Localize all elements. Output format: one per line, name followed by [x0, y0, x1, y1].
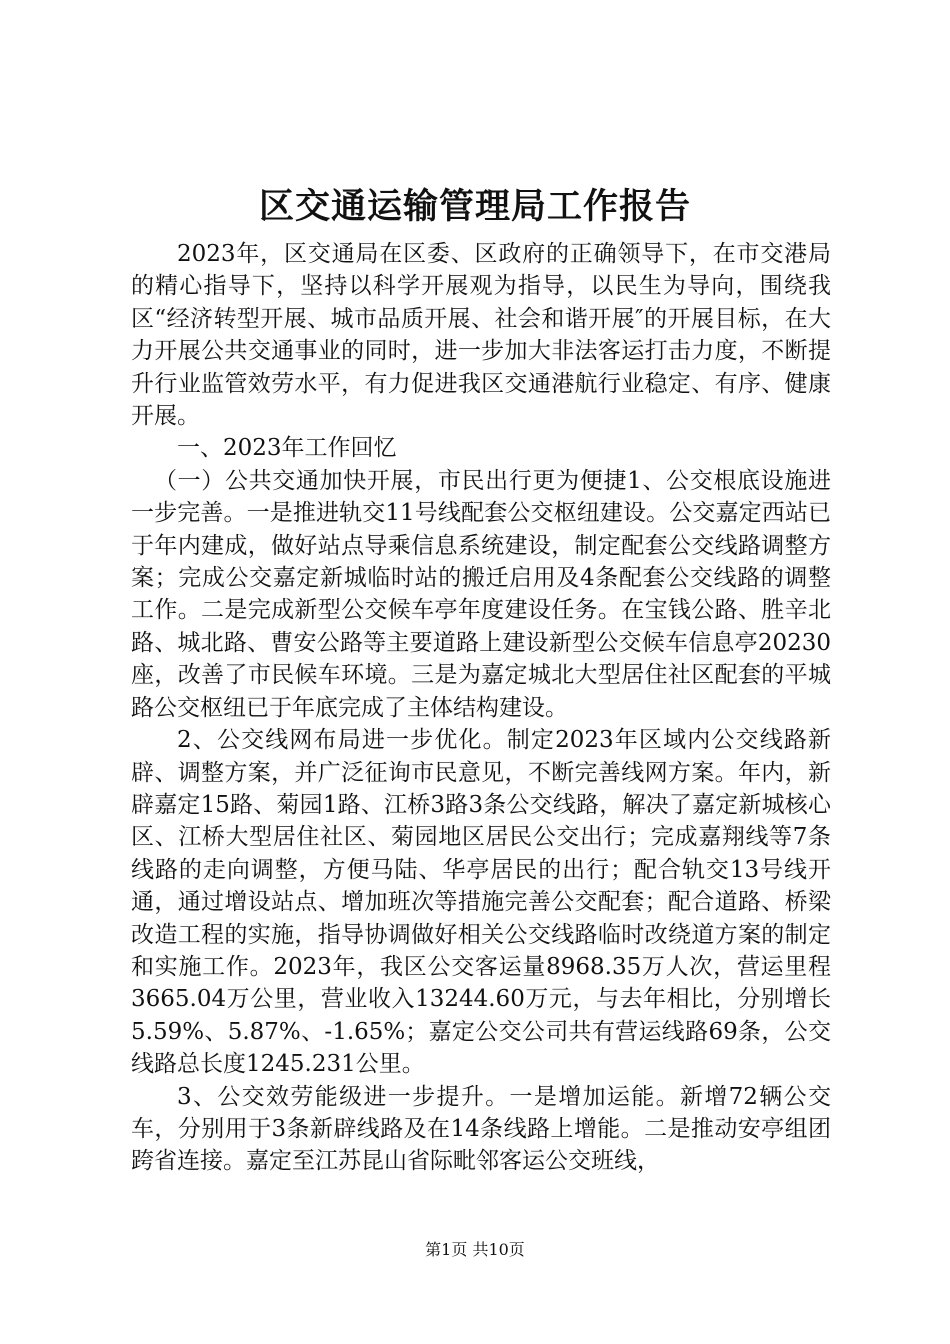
- body-paragraph: （一）公共交通加快开展，市民出行更为便捷1、公交根底设施进一步完善。一是推进轨交11号线配套公交枢纽建设。公交嘉定西站已于年内建成，做好站点导乘信息系统建设，制定配套公交线路调整方案；完成公交嘉定新城临时站的搬迁启用及4条配套公交线路的调整工作。二是完成新型公交候车亭年度建设任务。在宝钱公路、胜辛北路、城北路、曹安公路等主要道路上建设新型公交候车信息亭20230座，改善了市民候车环境。三是为嘉定城北大型居住社区配套的平城路公交枢纽已于年底完成了主体结构建设。: [131, 467, 831, 721]
- page-number: 第1页 共10页: [425, 1240, 525, 1259]
- body-paragraph: 3、公交效劳能级进一步提升。一是增加运能。新增72辆公交车，分别用于3条新辟线路及在14条线路上增能。二是推动安亭组团跨省连接。嘉定至江苏昆山省际毗邻客运公交班线，: [131, 1083, 831, 1175]
- document-title: 区交通运输管理局工作报告: [258, 186, 691, 227]
- document-body: [131, 238, 831, 1178]
- intro-paragraph: 2023年，区交通局在区委、区政府的正确领导下，在市交港局的精心指导下，坚持以科学开展观为指导，以民生为导向，围绕我区“经济转型开展、城市品质开展、社会和谐开展″的开展目标，在大力开展公共交通事业的同时，进一步加大非法客运打击力度，不断提升行业监管效劳水平，有力促进我区交通港航行业稳定、有序、健康开展。: [131, 241, 831, 430]
- section-heading: 一、2023年工作回忆: [177, 435, 397, 462]
- body-paragraph: 2、公交线网布局进一步优化。制定2023年区域内公交线路新辟、调整方案，并广泛征询市民意见，不断完善线网方案。年内，新辟嘉定15路、菊园1路、江桥3路3条公交线路，解决了嘉定新城核心区、江桥大型居住社区、菊园地区居民公交出行；完成嘉翔线等7条线路的走向调整，方便马陆、华亭居民的出行；配合轨交13号线开通，通过增设站点、增加班次等措施完善公交配套；配合道路、桥梁改造工程的实施，指导协调做好相关公交线路临时改绕道方案的制定和实施工作。2023年，我区公交客运量8968.35万人次，营运里程3665.04万公里，营业收入13244.60万元，与去年相比，分别增长5.59%、5.87%、-1.65%；嘉定公交公司共有营运线路69条，公交线路总长度1245.231公里。: [131, 727, 831, 1078]
